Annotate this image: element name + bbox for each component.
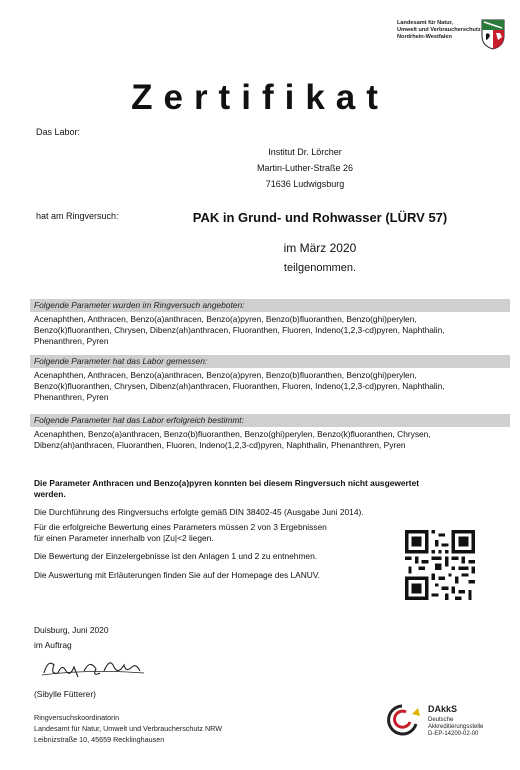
- parameter-list: [30, 427, 510, 451]
- ringversuch-label: hat am Ringversuch:: [36, 211, 119, 221]
- section-heading: Folgende Parameter hat das Labor erfolgreich bestimmt:: [30, 414, 510, 427]
- nrw-crest-icon: [480, 18, 506, 50]
- section-heading: Folgende Parameter hat das Labor gemessen:: [30, 355, 510, 368]
- lab-address: [230, 144, 380, 192]
- dakks-details: [428, 717, 483, 738]
- parameter-line: Phenanthren, Pyren: [34, 392, 109, 403]
- footer-line: Landesamt für Natur, Umwelt und Verbraucherschutz NRW: [34, 724, 223, 733]
- not-evaluated-line: Die Parameter Anthracen und Benzo(a)pyren konnten bei diesem Ringversuch nicht ausgewertet: [34, 478, 420, 488]
- dakks-line: Akkreditierungsstelle: [428, 724, 484, 730]
- lab-city: 71636 Ludwigsburg: [265, 179, 345, 189]
- parameter-list: [30, 368, 510, 404]
- certificate-title: Zertifikat: [131, 78, 389, 117]
- agency-line-2: Umwelt und Verbraucherschutz: [397, 27, 481, 33]
- signature-role: im Auftrag: [34, 640, 72, 650]
- footer-line: Ringversuchskoordinatorin: [34, 713, 120, 722]
- handwritten-signature-icon: [40, 655, 150, 683]
- evaluation-note: [34, 522, 327, 544]
- place-date: Duisburg, Juni 2020: [34, 625, 109, 635]
- dakks-line: D-EP-14200-02-00: [428, 731, 479, 737]
- not-evaluated-line: werden.: [34, 489, 66, 499]
- lab-label: Das Labor:: [36, 127, 81, 137]
- section-measured: [30, 355, 510, 404]
- signatory-name: (Sibylle Fütterer): [34, 689, 96, 699]
- evaluation-line: Für die erfolgreiche Bewertung eines Parameters müssen 2 von 3 Ergebnissen: [34, 522, 327, 532]
- section-offered: [30, 299, 510, 348]
- parameter-line: Acenaphthen, Benzo(a)anthracen, Benzo(b)fluoranthen, Benzo(ghi)perylen, Benzo(k)fluoranthen, Chrysen,: [34, 429, 431, 439]
- qr-code-icon: [405, 530, 475, 600]
- coordinator-footer: [34, 712, 222, 745]
- execution-note: Die Durchführung des Ringversuchs erfolgte gemäß DIN 38402-45 (Ausgabe Juni 2014).: [34, 507, 364, 517]
- parameter-line: Benzo(k)fluoranthen, Chrysen, Dibenz(ah)anthracen, Fluoranthen, Fluoren, Indeno(1,2,3-cd)pyren, Naphthalin,: [34, 325, 445, 336]
- agency-line-3: Nordrhein-Westfalen: [397, 34, 452, 40]
- not-evaluated-note: [34, 478, 510, 500]
- homepage-note: Die Auswertung mit Erläuterungen finden Sie auf der Homepage des LANUV.: [34, 570, 321, 580]
- dakks-name: DAkkS: [428, 704, 458, 714]
- footer-line: Leibnizstraße 10, 45659 Recklinghausen: [34, 735, 165, 744]
- section-successful: [30, 414, 510, 451]
- attachments-note: Die Bewertung der Einzelergebnisse ist den Anlagen 1 und 2 zu entnehmen.: [34, 551, 318, 561]
- ringversuch-date: im März 2020: [283, 241, 357, 255]
- dakks-logo-icon: [380, 702, 424, 738]
- agency-line-1: Landesamt für Natur,: [397, 20, 453, 26]
- parameter-line: Acenaphthen, Anthracen, Benzo(a)anthracen, Benzo(a)pyren, Benzo(b)fluoranthen, Benzo(ghi)perylen,: [34, 370, 417, 380]
- parameter-line: Dibenz(ah)anthracen, Fluoranthen, Fluoren, Indeno(1,2,3-cd)pyren, Naphthalin, Phenanthren, Pyren: [34, 440, 406, 451]
- participation-text: teilgenommen.: [283, 262, 357, 274]
- section-heading: Folgende Parameter wurden im Ringversuch angeboten:: [30, 299, 510, 312]
- parameter-line: Acenaphthen, Anthracen, Benzo(a)anthracen, Benzo(a)pyren, Benzo(b)fluoranthen, Benzo(ghi)perylen,: [34, 314, 417, 324]
- agency-name: [397, 20, 481, 41]
- ringversuch-title: PAK in Grund- und Rohwasser (LÜRV 57): [192, 210, 448, 225]
- evaluation-line: für einen Parameter innerhalb von |Zu|<2 liegen.: [34, 533, 214, 543]
- parameter-list: [30, 312, 510, 348]
- lab-name: Institut Dr. Lörcher: [268, 147, 342, 157]
- dakks-line: Deutsche: [428, 717, 454, 723]
- parameter-line: Benzo(k)fluoranthen, Chrysen, Dibenz(ah)anthracen, Fluoranthen, Fluoren, Indeno(1,2,3-cd)pyren, Naphthalin,: [34, 381, 445, 392]
- parameter-line: Phenanthren, Pyren: [34, 336, 109, 347]
- lab-street: Martin-Luther-Straße 26: [256, 163, 354, 173]
